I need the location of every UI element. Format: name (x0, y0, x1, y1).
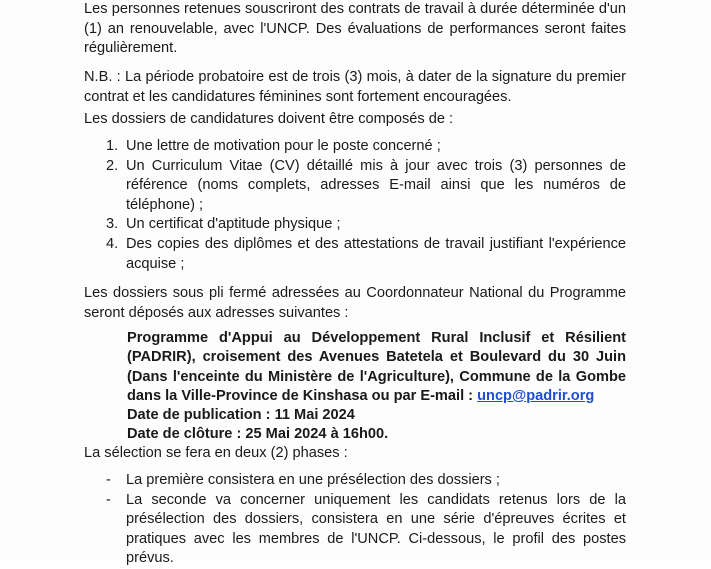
list-item-text: Des copies des diplômes et des attestations de travail justifiant l'expérience acquise ; (126, 235, 626, 272)
selection-intro-paragraph: La sélection se fera en deux (2) phases : (84, 445, 348, 461)
list-item (106, 137, 626, 157)
list-item (106, 157, 626, 216)
list-marker: 4. (106, 235, 119, 252)
dossiers-intro-paragraph: Les dossiers de candidatures doivent être composés de : (84, 111, 454, 127)
list-marker: - (106, 472, 111, 488)
submission-paragraph: Les dossiers sous pli fermé adressées au Coordonnateur National du Programme seront déposés aux adresses suivantes : (84, 285, 626, 321)
publication-date: Date de publication : 11 Mai 2024 (127, 407, 355, 424)
contracts-paragraph: Les personnes retenues souscriront des contrats de travail à durée déterminée d'un (1) an renouvelable, avec l'UNCP. Des évaluations de performances seront faites régulièrement. (84, 1, 626, 57)
list-item-text: Un Curriculum Vitae (CV) détaillé mis à jour avec trois (3) personnes de référence (noms complets, adresses E-mail ainsi que les numéros de téléphone) ; (126, 157, 626, 213)
email-link[interactable]: uncp@padrir.org (477, 387, 595, 404)
list-item (106, 471, 626, 491)
list-marker: 1. (106, 138, 119, 154)
submission-address-block (127, 329, 626, 445)
list-item-text: La seconde va concerner uniquement les candidats retenus lors de la présélection des dossiers, consistera en une série d'épreuves écrites et pratiques avec les membres de l'UNCP. Ci-dessous, le profil des postes prévus. (126, 491, 626, 567)
list-item (106, 215, 626, 235)
address-text: Programme d'Appui au Développement Rural Inclusif et Résilient (PADRIR), croisement des Avenues Batetela et Boulevard du 30 Juin (Dans l'enceinte du Ministère de l'Agriculture), Commune de la Gombe dans la Ville-Province de Kinshasa ou par E-mail : (127, 330, 626, 404)
list-item-text: Un certificat d'aptitude physique ; (126, 216, 341, 233)
list-item-text: Une lettre de motivation pour le poste concerné ; (126, 138, 441, 154)
nb-paragraph: N.B. : La période probatoire est de trois (3) mois, à dater de la signature du premier contrat et les candidatures féminines sont fortement encouragées. (84, 69, 626, 105)
list-item (106, 491, 626, 569)
list-marker: 3. (106, 216, 119, 233)
list-item (106, 235, 626, 274)
closing-date: Date de clôture : 25 Mai 2024 à 16h00. (127, 426, 389, 443)
selection-phases-list (106, 471, 626, 569)
required-documents-list (106, 137, 626, 274)
list-item-text: La première consistera en une présélection des dossiers ; (126, 472, 500, 488)
list-marker: 2. (106, 157, 119, 174)
list-marker: - (106, 491, 111, 508)
